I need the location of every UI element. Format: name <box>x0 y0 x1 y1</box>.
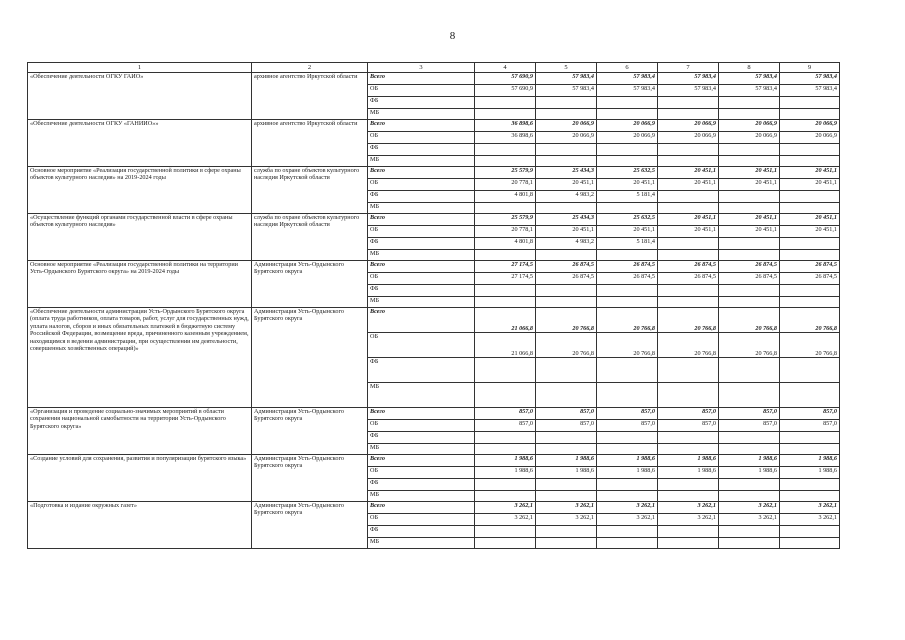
table-row <box>28 308 840 333</box>
table-row <box>28 455 840 467</box>
amount-cell <box>780 491 840 502</box>
amount-cell <box>658 144 719 156</box>
amount-cell: 857,0 <box>536 420 597 432</box>
amount-cell: 20 066,9 <box>658 120 719 132</box>
amount-cell <box>780 203 840 214</box>
amount-cell: 26 874,5 <box>719 261 780 273</box>
amount-cell <box>719 444 780 455</box>
amount-cell: 20 766,8 <box>658 308 719 333</box>
amount-cell: 4 983,2 <box>536 238 597 250</box>
amount-cell: 57 690,9 <box>475 85 536 97</box>
amount-cell <box>780 191 840 203</box>
amount-cell <box>719 144 780 156</box>
funding-source: ОБ <box>368 420 475 432</box>
amount-cell <box>597 250 658 261</box>
amount-cell: 25 632,5 <box>597 167 658 179</box>
amount-cell <box>597 297 658 308</box>
amount-cell <box>719 358 780 383</box>
amount-cell <box>658 479 719 491</box>
amount-cell <box>658 156 719 167</box>
funding-source: Всего <box>368 308 475 333</box>
amount-cell: 57 983,4 <box>536 73 597 85</box>
amount-cell <box>536 97 597 109</box>
amount-cell: 20 778,1 <box>475 179 536 191</box>
amount-cell: 3 262,1 <box>658 502 719 514</box>
funding-source: МБ <box>368 156 475 167</box>
amount-cell: 57 983,4 <box>536 85 597 97</box>
amount-cell: 20 451,1 <box>719 226 780 238</box>
amount-cell: 20 766,8 <box>719 333 780 358</box>
funding-source: МБ <box>368 250 475 261</box>
amount-cell: 26 874,5 <box>719 273 780 285</box>
amount-cell: 20 451,1 <box>719 179 780 191</box>
amount-cell: 20 066,9 <box>780 132 840 144</box>
amount-cell: 26 874,5 <box>780 273 840 285</box>
responsible-executor: архивное агентство Иркутской области <box>252 73 368 120</box>
amount-cell <box>536 358 597 383</box>
funding-source: ФБ <box>368 358 475 383</box>
amount-cell: 20 451,1 <box>780 226 840 238</box>
amount-cell <box>780 285 840 297</box>
amount-cell: 1 988,6 <box>658 467 719 479</box>
amount-cell <box>780 479 840 491</box>
amount-cell: 20 451,1 <box>597 179 658 191</box>
funding-source: ФБ <box>368 238 475 250</box>
amount-cell <box>536 444 597 455</box>
table-row <box>28 167 840 179</box>
amount-cell <box>536 203 597 214</box>
amount-cell: 3 262,1 <box>536 502 597 514</box>
funding-source: МБ <box>368 538 475 549</box>
amount-cell: 3 262,1 <box>658 514 719 526</box>
amount-cell <box>536 479 597 491</box>
amount-cell: 4 801,8 <box>475 238 536 250</box>
funding-source: ФБ <box>368 191 475 203</box>
budget-table <box>27 62 840 549</box>
amount-cell <box>658 203 719 214</box>
amount-cell: 20 451,1 <box>536 179 597 191</box>
amount-cell: 20 766,8 <box>780 308 840 333</box>
funding-source: ФБ <box>368 479 475 491</box>
amount-cell <box>597 97 658 109</box>
amount-cell: 57 983,4 <box>719 85 780 97</box>
funding-source: Всего <box>368 502 475 514</box>
amount-cell <box>780 538 840 549</box>
amount-cell: 857,0 <box>658 408 719 420</box>
measure-description: «Обеспечение деятельности ОГКУ ГАИО» <box>28 73 252 120</box>
responsible-executor: служба по охране объектов культурного наследия Иркутской области <box>252 167 368 214</box>
measure-description: Основное мероприятие «Реализация государственной политики на территории Усть-Ордынского Бурятского округа» на 2019-2024 годы <box>28 261 252 308</box>
funding-source: МБ <box>368 203 475 214</box>
amount-cell: 3 262,1 <box>780 514 840 526</box>
amount-cell: 857,0 <box>597 408 658 420</box>
amount-cell: 3 262,1 <box>719 514 780 526</box>
amount-cell: 20 066,9 <box>536 132 597 144</box>
funding-source: МБ <box>368 383 475 408</box>
amount-cell: 3 262,1 <box>780 502 840 514</box>
amount-cell: 26 874,5 <box>658 261 719 273</box>
amount-cell <box>719 238 780 250</box>
amount-cell <box>475 491 536 502</box>
amount-cell: 26 874,5 <box>536 261 597 273</box>
amount-cell <box>658 383 719 408</box>
funding-source: МБ <box>368 297 475 308</box>
header-cell: 3 <box>368 63 475 73</box>
amount-cell <box>475 538 536 549</box>
funding-source: ОБ <box>368 132 475 144</box>
amount-cell: 20 066,9 <box>536 120 597 132</box>
amount-cell: 20 066,9 <box>719 132 780 144</box>
amount-cell: 3 262,1 <box>597 502 658 514</box>
amount-cell <box>780 432 840 444</box>
amount-cell <box>536 526 597 538</box>
measure-description: «Обеспечение деятельности администрации Усть-Ордынского Бурятского округа (оплата труда работников, оплата товаров, работ, услуг для государственных нужд, уплата налогов, сборов и иных обязательных платежей в бюджетную систему Российской Федерации, возмещение вреда, причиненного казенным учреждением, находящимся в ведении администрации, при осуществлении им деятельности, совершенных хозяйственных операций)» <box>28 308 252 408</box>
funding-source: ОБ <box>368 85 475 97</box>
header-cell: 4 <box>475 63 536 73</box>
amount-cell: 20 451,1 <box>719 214 780 226</box>
amount-cell: 57 983,4 <box>658 85 719 97</box>
amount-cell: 27 174,5 <box>475 273 536 285</box>
amount-cell: 1 988,6 <box>780 467 840 479</box>
amount-cell: 27 174,5 <box>475 261 536 273</box>
amount-cell <box>780 109 840 120</box>
amount-cell <box>475 526 536 538</box>
table-row <box>28 120 840 132</box>
amount-cell <box>536 538 597 549</box>
amount-cell: 857,0 <box>475 420 536 432</box>
header-row <box>28 63 840 73</box>
amount-cell <box>719 156 780 167</box>
funding-source: Всего <box>368 167 475 179</box>
funding-source: Всего <box>368 261 475 273</box>
funding-source: ФБ <box>368 526 475 538</box>
amount-cell: 1 988,6 <box>536 467 597 479</box>
amount-cell: 25 434,3 <box>536 214 597 226</box>
amount-cell: 20 451,1 <box>658 214 719 226</box>
amount-cell <box>475 479 536 491</box>
funding-source: Всего <box>368 120 475 132</box>
amount-cell: 20 778,1 <box>475 226 536 238</box>
amount-cell <box>475 383 536 408</box>
amount-cell <box>780 297 840 308</box>
amount-cell: 25 434,3 <box>536 167 597 179</box>
header-cell: 6 <box>597 63 658 73</box>
header-cell: 5 <box>536 63 597 73</box>
amount-cell <box>597 109 658 120</box>
amount-cell <box>658 191 719 203</box>
amount-cell <box>475 358 536 383</box>
amount-cell: 20 766,8 <box>597 333 658 358</box>
amount-cell <box>780 526 840 538</box>
amount-cell: 5 181,4 <box>597 238 658 250</box>
amount-cell <box>597 383 658 408</box>
responsible-executor: Администрация Усть-Ордынского Бурятского округа <box>252 308 368 408</box>
amount-cell <box>719 538 780 549</box>
header-cell: 1 <box>28 63 252 73</box>
responsible-executor: архивное агентство Иркутской области <box>252 120 368 167</box>
amount-cell <box>780 238 840 250</box>
amount-cell <box>597 432 658 444</box>
responsible-executor: Администрация Усть-Ордынского Бурятского округа <box>252 408 368 455</box>
amount-cell: 26 874,5 <box>780 261 840 273</box>
amount-cell <box>719 203 780 214</box>
responsible-executor: Администрация Усть-Ордынского Бурятского округа <box>252 261 368 308</box>
amount-cell <box>536 383 597 408</box>
amount-cell <box>719 432 780 444</box>
amount-cell: 4 801,8 <box>475 191 536 203</box>
funding-source: Всего <box>368 73 475 85</box>
amount-cell: 36 898,6 <box>475 120 536 132</box>
amount-cell <box>780 144 840 156</box>
responsible-executor: Администрация Усть-Ордынского Бурятского округа <box>252 455 368 502</box>
amount-cell <box>780 250 840 261</box>
amount-cell: 857,0 <box>658 420 719 432</box>
table-row <box>28 261 840 273</box>
amount-cell: 20 451,1 <box>536 226 597 238</box>
funding-source: ФБ <box>368 144 475 156</box>
funding-source: ОБ <box>368 179 475 191</box>
amount-cell <box>658 238 719 250</box>
amount-cell <box>780 97 840 109</box>
table-row <box>28 408 840 420</box>
amount-cell <box>658 444 719 455</box>
amount-cell <box>597 444 658 455</box>
amount-cell <box>536 491 597 502</box>
amount-cell <box>658 538 719 549</box>
amount-cell: 857,0 <box>719 408 780 420</box>
amount-cell: 857,0 <box>597 420 658 432</box>
amount-cell: 26 874,5 <box>658 273 719 285</box>
funding-source: Всего <box>368 455 475 467</box>
amount-cell <box>719 109 780 120</box>
measure-description: «Организация и проведение социально-значимых мероприятий в области сохранения национальной самобытности на территории Усть-Ордынского Бурятского округа» <box>28 408 252 455</box>
amount-cell: 36 898,6 <box>475 132 536 144</box>
amount-cell: 20 451,1 <box>719 167 780 179</box>
amount-cell <box>597 479 658 491</box>
measure-description: Основное мероприятие «Реализация государственной политики в сфере охраны объектов культурного наследия» на 2019-2024 годы <box>28 167 252 214</box>
amount-cell: 3 262,1 <box>719 502 780 514</box>
amount-cell: 20 451,1 <box>597 226 658 238</box>
amount-cell: 857,0 <box>475 408 536 420</box>
amount-cell <box>658 285 719 297</box>
amount-cell: 20 451,1 <box>658 179 719 191</box>
table-row <box>28 73 840 85</box>
amount-cell: 1 988,6 <box>475 455 536 467</box>
amount-cell: 20 766,8 <box>536 308 597 333</box>
amount-cell <box>780 444 840 455</box>
amount-cell: 26 874,5 <box>536 273 597 285</box>
funding-source: МБ <box>368 444 475 455</box>
header-cell: 7 <box>658 63 719 73</box>
amount-cell: 20 451,1 <box>658 226 719 238</box>
amount-cell <box>780 383 840 408</box>
amount-cell: 25 579,9 <box>475 214 536 226</box>
amount-cell <box>658 109 719 120</box>
amount-cell <box>780 358 840 383</box>
funding-source: МБ <box>368 491 475 502</box>
measure-description: «Подготовка и издание окружных газет» <box>28 502 252 549</box>
amount-cell: 20 066,9 <box>780 120 840 132</box>
amount-cell: 3 262,1 <box>475 514 536 526</box>
amount-cell <box>475 285 536 297</box>
page-number: 8 <box>449 30 456 42</box>
funding-source: ФБ <box>368 97 475 109</box>
amount-cell <box>536 297 597 308</box>
amount-cell <box>536 156 597 167</box>
amount-cell <box>597 358 658 383</box>
funding-source: ОБ <box>368 273 475 285</box>
amount-cell <box>475 144 536 156</box>
amount-cell: 5 181,4 <box>597 191 658 203</box>
amount-cell <box>658 491 719 502</box>
amount-cell <box>719 297 780 308</box>
amount-cell <box>719 526 780 538</box>
amount-cell <box>658 432 719 444</box>
amount-cell <box>475 97 536 109</box>
amount-cell: 26 874,5 <box>597 273 658 285</box>
amount-cell: 20 766,8 <box>658 333 719 358</box>
amount-cell <box>719 191 780 203</box>
funding-source: ОБ <box>368 467 475 479</box>
amount-cell: 20 766,8 <box>597 308 658 333</box>
amount-cell: 57 983,4 <box>719 73 780 85</box>
amount-cell <box>597 538 658 549</box>
amount-cell: 25 632,5 <box>597 214 658 226</box>
amount-cell <box>658 297 719 308</box>
amount-cell: 21 066,8 <box>475 308 536 333</box>
header-cell: 2 <box>252 63 368 73</box>
amount-cell: 1 988,6 <box>536 455 597 467</box>
funding-source: ФБ <box>368 432 475 444</box>
amount-cell: 20 066,9 <box>719 120 780 132</box>
funding-source: ОБ <box>368 226 475 238</box>
amount-cell: 857,0 <box>780 420 840 432</box>
responsible-executor: Администрация Усть-Ордынского Бурятского округа <box>252 502 368 549</box>
amount-cell: 20 066,9 <box>658 132 719 144</box>
amount-cell: 20 766,8 <box>719 308 780 333</box>
amount-cell: 57 690,9 <box>475 73 536 85</box>
funding-source: Всего <box>368 408 475 420</box>
amount-cell <box>475 444 536 455</box>
amount-cell: 857,0 <box>719 420 780 432</box>
amount-cell <box>536 285 597 297</box>
amount-cell <box>536 432 597 444</box>
amount-cell: 26 874,5 <box>597 261 658 273</box>
amount-cell <box>719 491 780 502</box>
amount-cell <box>536 144 597 156</box>
amount-cell <box>475 203 536 214</box>
amount-cell: 1 988,6 <box>597 455 658 467</box>
amount-cell: 20 451,1 <box>780 214 840 226</box>
amount-cell: 857,0 <box>536 408 597 420</box>
amount-cell <box>719 250 780 261</box>
amount-cell: 57 983,4 <box>658 73 719 85</box>
amount-cell: 20 066,9 <box>597 132 658 144</box>
amount-cell: 57 983,4 <box>780 73 840 85</box>
amount-cell: 20 451,1 <box>780 179 840 191</box>
amount-cell <box>719 383 780 408</box>
amount-cell <box>658 526 719 538</box>
amount-cell: 1 988,6 <box>475 467 536 479</box>
funding-source: ОБ <box>368 514 475 526</box>
amount-cell <box>536 250 597 261</box>
amount-cell <box>597 156 658 167</box>
amount-cell <box>597 144 658 156</box>
amount-cell: 21 066,8 <box>475 333 536 358</box>
funding-source: ОБ <box>368 333 475 358</box>
amount-cell: 1 988,6 <box>780 455 840 467</box>
amount-cell: 20 066,9 <box>597 120 658 132</box>
header-cell: 9 <box>780 63 840 73</box>
table-row <box>28 502 840 514</box>
amount-cell: 20 451,1 <box>658 167 719 179</box>
funding-source: ФБ <box>368 285 475 297</box>
amount-cell <box>536 109 597 120</box>
amount-cell <box>475 109 536 120</box>
amount-cell <box>658 358 719 383</box>
amount-cell <box>719 285 780 297</box>
responsible-executor: служба по охране объектов культурного наследия Иркутской области <box>252 214 368 261</box>
amount-cell <box>475 432 536 444</box>
amount-cell: 25 579,9 <box>475 167 536 179</box>
amount-cell: 57 983,4 <box>780 85 840 97</box>
measure-description: «Обеспечение деятельности ОГКУ «ГАНИИО»» <box>28 120 252 167</box>
header-cell: 8 <box>719 63 780 73</box>
amount-cell <box>597 203 658 214</box>
amount-cell: 4 983,2 <box>536 191 597 203</box>
amount-cell: 3 262,1 <box>597 514 658 526</box>
amount-cell <box>597 526 658 538</box>
amount-cell <box>719 479 780 491</box>
funding-source: МБ <box>368 109 475 120</box>
amount-cell: 1 988,6 <box>658 455 719 467</box>
table-row <box>28 214 840 226</box>
amount-cell: 20 766,8 <box>780 333 840 358</box>
amount-cell: 857,0 <box>780 408 840 420</box>
measure-description: «Создание условий для сохранения, развития и популяризации бурятского языка» <box>28 455 252 502</box>
amount-cell: 1 988,6 <box>719 455 780 467</box>
amount-cell <box>597 285 658 297</box>
amount-cell <box>658 250 719 261</box>
funding-source: Всего <box>368 214 475 226</box>
amount-cell: 3 262,1 <box>536 514 597 526</box>
amount-cell: 57 983,4 <box>597 85 658 97</box>
amount-cell: 3 262,1 <box>475 502 536 514</box>
amount-cell: 20 451,1 <box>780 167 840 179</box>
amount-cell <box>780 156 840 167</box>
amount-cell: 20 766,8 <box>536 333 597 358</box>
amount-cell <box>719 97 780 109</box>
amount-cell: 1 988,6 <box>597 467 658 479</box>
amount-cell <box>475 156 536 167</box>
amount-cell <box>475 297 536 308</box>
amount-cell <box>475 250 536 261</box>
measure-description: «Осуществление функций органами государственной власти в сфере охраны объектов культурного наследия» <box>28 214 252 261</box>
amount-cell <box>597 491 658 502</box>
amount-cell: 1 988,6 <box>719 467 780 479</box>
amount-cell: 57 983,4 <box>597 73 658 85</box>
amount-cell <box>658 97 719 109</box>
